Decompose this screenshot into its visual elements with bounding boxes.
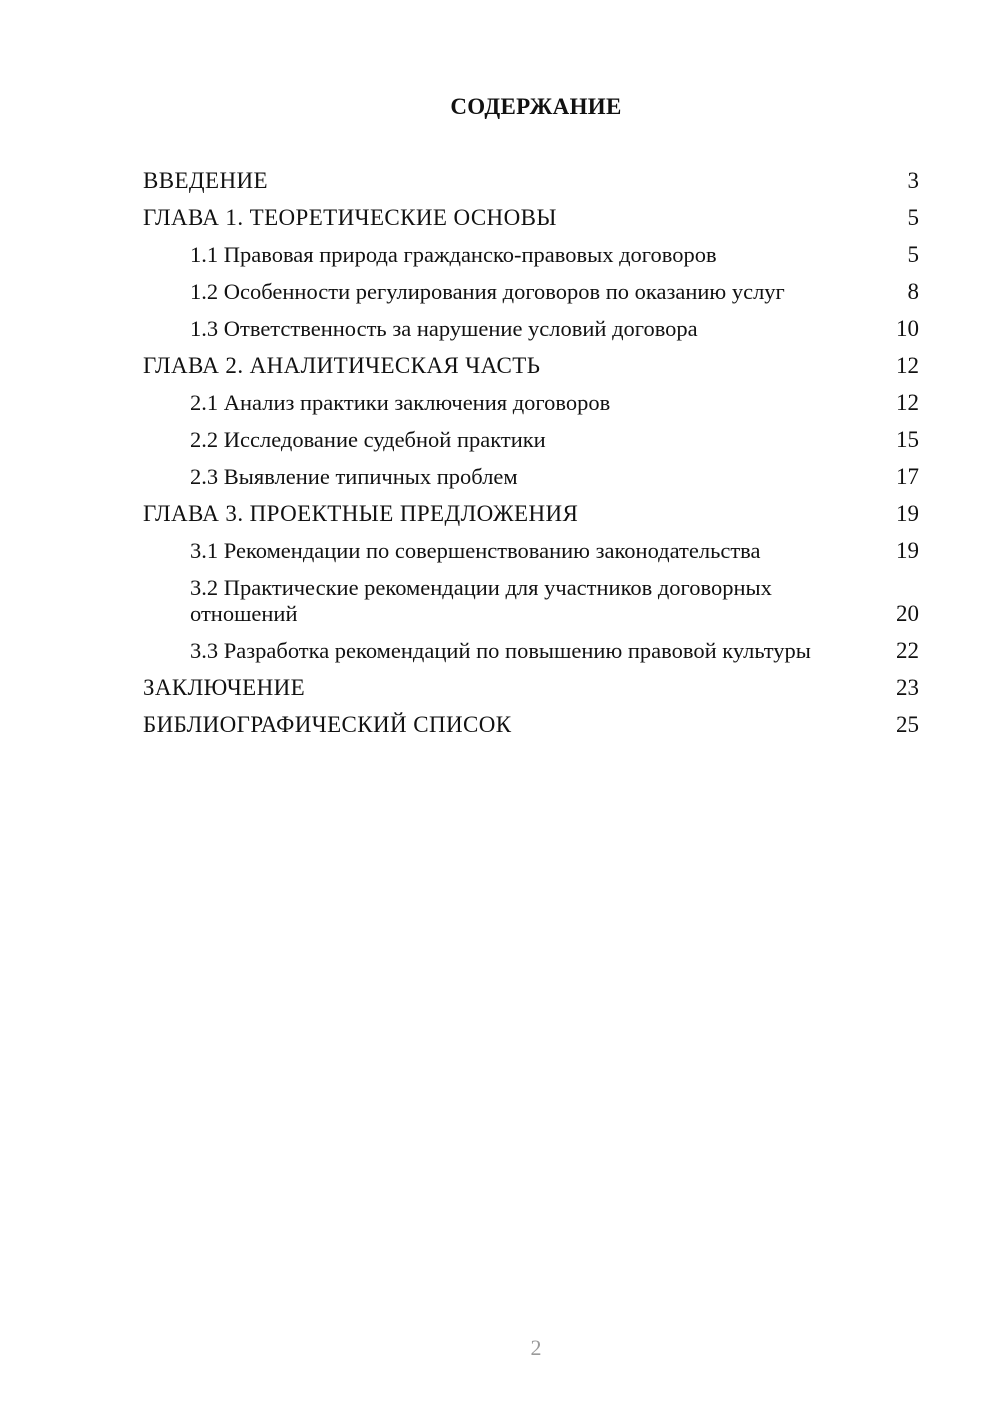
toc-entry-title: ГЛАВА 1. ТЕОРЕТИЧЕСКИЕ ОСНОВЫ [143, 205, 557, 230]
toc-chapter-entry [143, 205, 919, 231]
toc-entry-page: 15 [896, 427, 919, 452]
toc-chapter-entry [143, 501, 919, 527]
toc-chapter-entry [143, 675, 919, 701]
toc-entry-page: 22 [896, 638, 919, 663]
page-number: 2 [530, 1335, 542, 1360]
toc-section-entry [143, 427, 919, 453]
toc-entry-title: 2.2 Исследование судебной практики [190, 427, 546, 452]
toc-entry-title: ВВЕДЕНИЕ [143, 168, 268, 193]
toc-chapter-entry [143, 353, 919, 379]
toc-entry-page: 3 [907, 168, 919, 193]
toc-entry-title: 3.1 Рекомендации по совершенствованию законодательства [190, 538, 761, 563]
toc-chapter-entry [143, 712, 919, 738]
table-of-contents [143, 168, 919, 749]
toc-entry-page: 12 [896, 390, 919, 415]
toc-entry-page: 5 [907, 205, 919, 230]
toc-entry-title: 1.3 Ответственность за нарушение условий договора [190, 316, 698, 341]
toc-entry-page: 20 [896, 601, 919, 626]
toc-entry-page: 5 [907, 242, 919, 267]
toc-entry-page: 19 [896, 538, 919, 563]
toc-section-entry [143, 638, 919, 664]
page-title: СОДЕРЖАНИЕ [450, 94, 622, 119]
toc-section-entry [143, 242, 919, 268]
toc-section-entry [143, 279, 919, 305]
toc-entry-page: 8 [907, 279, 919, 304]
toc-entry-title: ГЛАВА 3. ПРОЕКТНЫЕ ПРЕДЛОЖЕНИЯ [143, 501, 579, 526]
toc-entry-page: 25 [896, 712, 919, 737]
toc-entry-page: 19 [896, 501, 919, 526]
toc-entry-title: 1.2 Особенности регулирования договоров по оказанию услуг [190, 279, 785, 304]
toc-section-entry [143, 316, 919, 342]
toc-entry-title: 3.2 Практические рекомендации для участников договорных отношений [190, 575, 772, 626]
toc-entry-title: 1.1 Правовая природа гражданско-правовых договоров [190, 242, 717, 267]
toc-section-entry [143, 464, 919, 490]
toc-section-entry [143, 575, 919, 627]
toc-entry-page: 10 [896, 316, 919, 341]
toc-entry-page: 17 [896, 464, 919, 489]
toc-entry-title: 2.1 Анализ практики заключения договоров [190, 390, 611, 415]
toc-entry-title: ЗАКЛЮЧЕНИЕ [143, 675, 306, 700]
toc-chapter-entry [143, 168, 919, 194]
toc-entry-title: БИБЛИОГРАФИЧЕСКИЙ СПИСОК [143, 712, 512, 737]
toc-entry-title: 3.3 Разработка рекомендаций по повышению правовой культуры [190, 638, 811, 663]
toc-entry-page: 12 [896, 353, 919, 378]
toc-entry-page: 23 [896, 675, 919, 700]
toc-entry-title: ГЛАВА 2. АНАЛИТИЧЕСКАЯ ЧАСТЬ [143, 353, 541, 378]
toc-entry-title: 2.3 Выявление типичных проблем [190, 464, 518, 489]
toc-section-entry [143, 538, 919, 564]
toc-section-entry [143, 390, 919, 416]
